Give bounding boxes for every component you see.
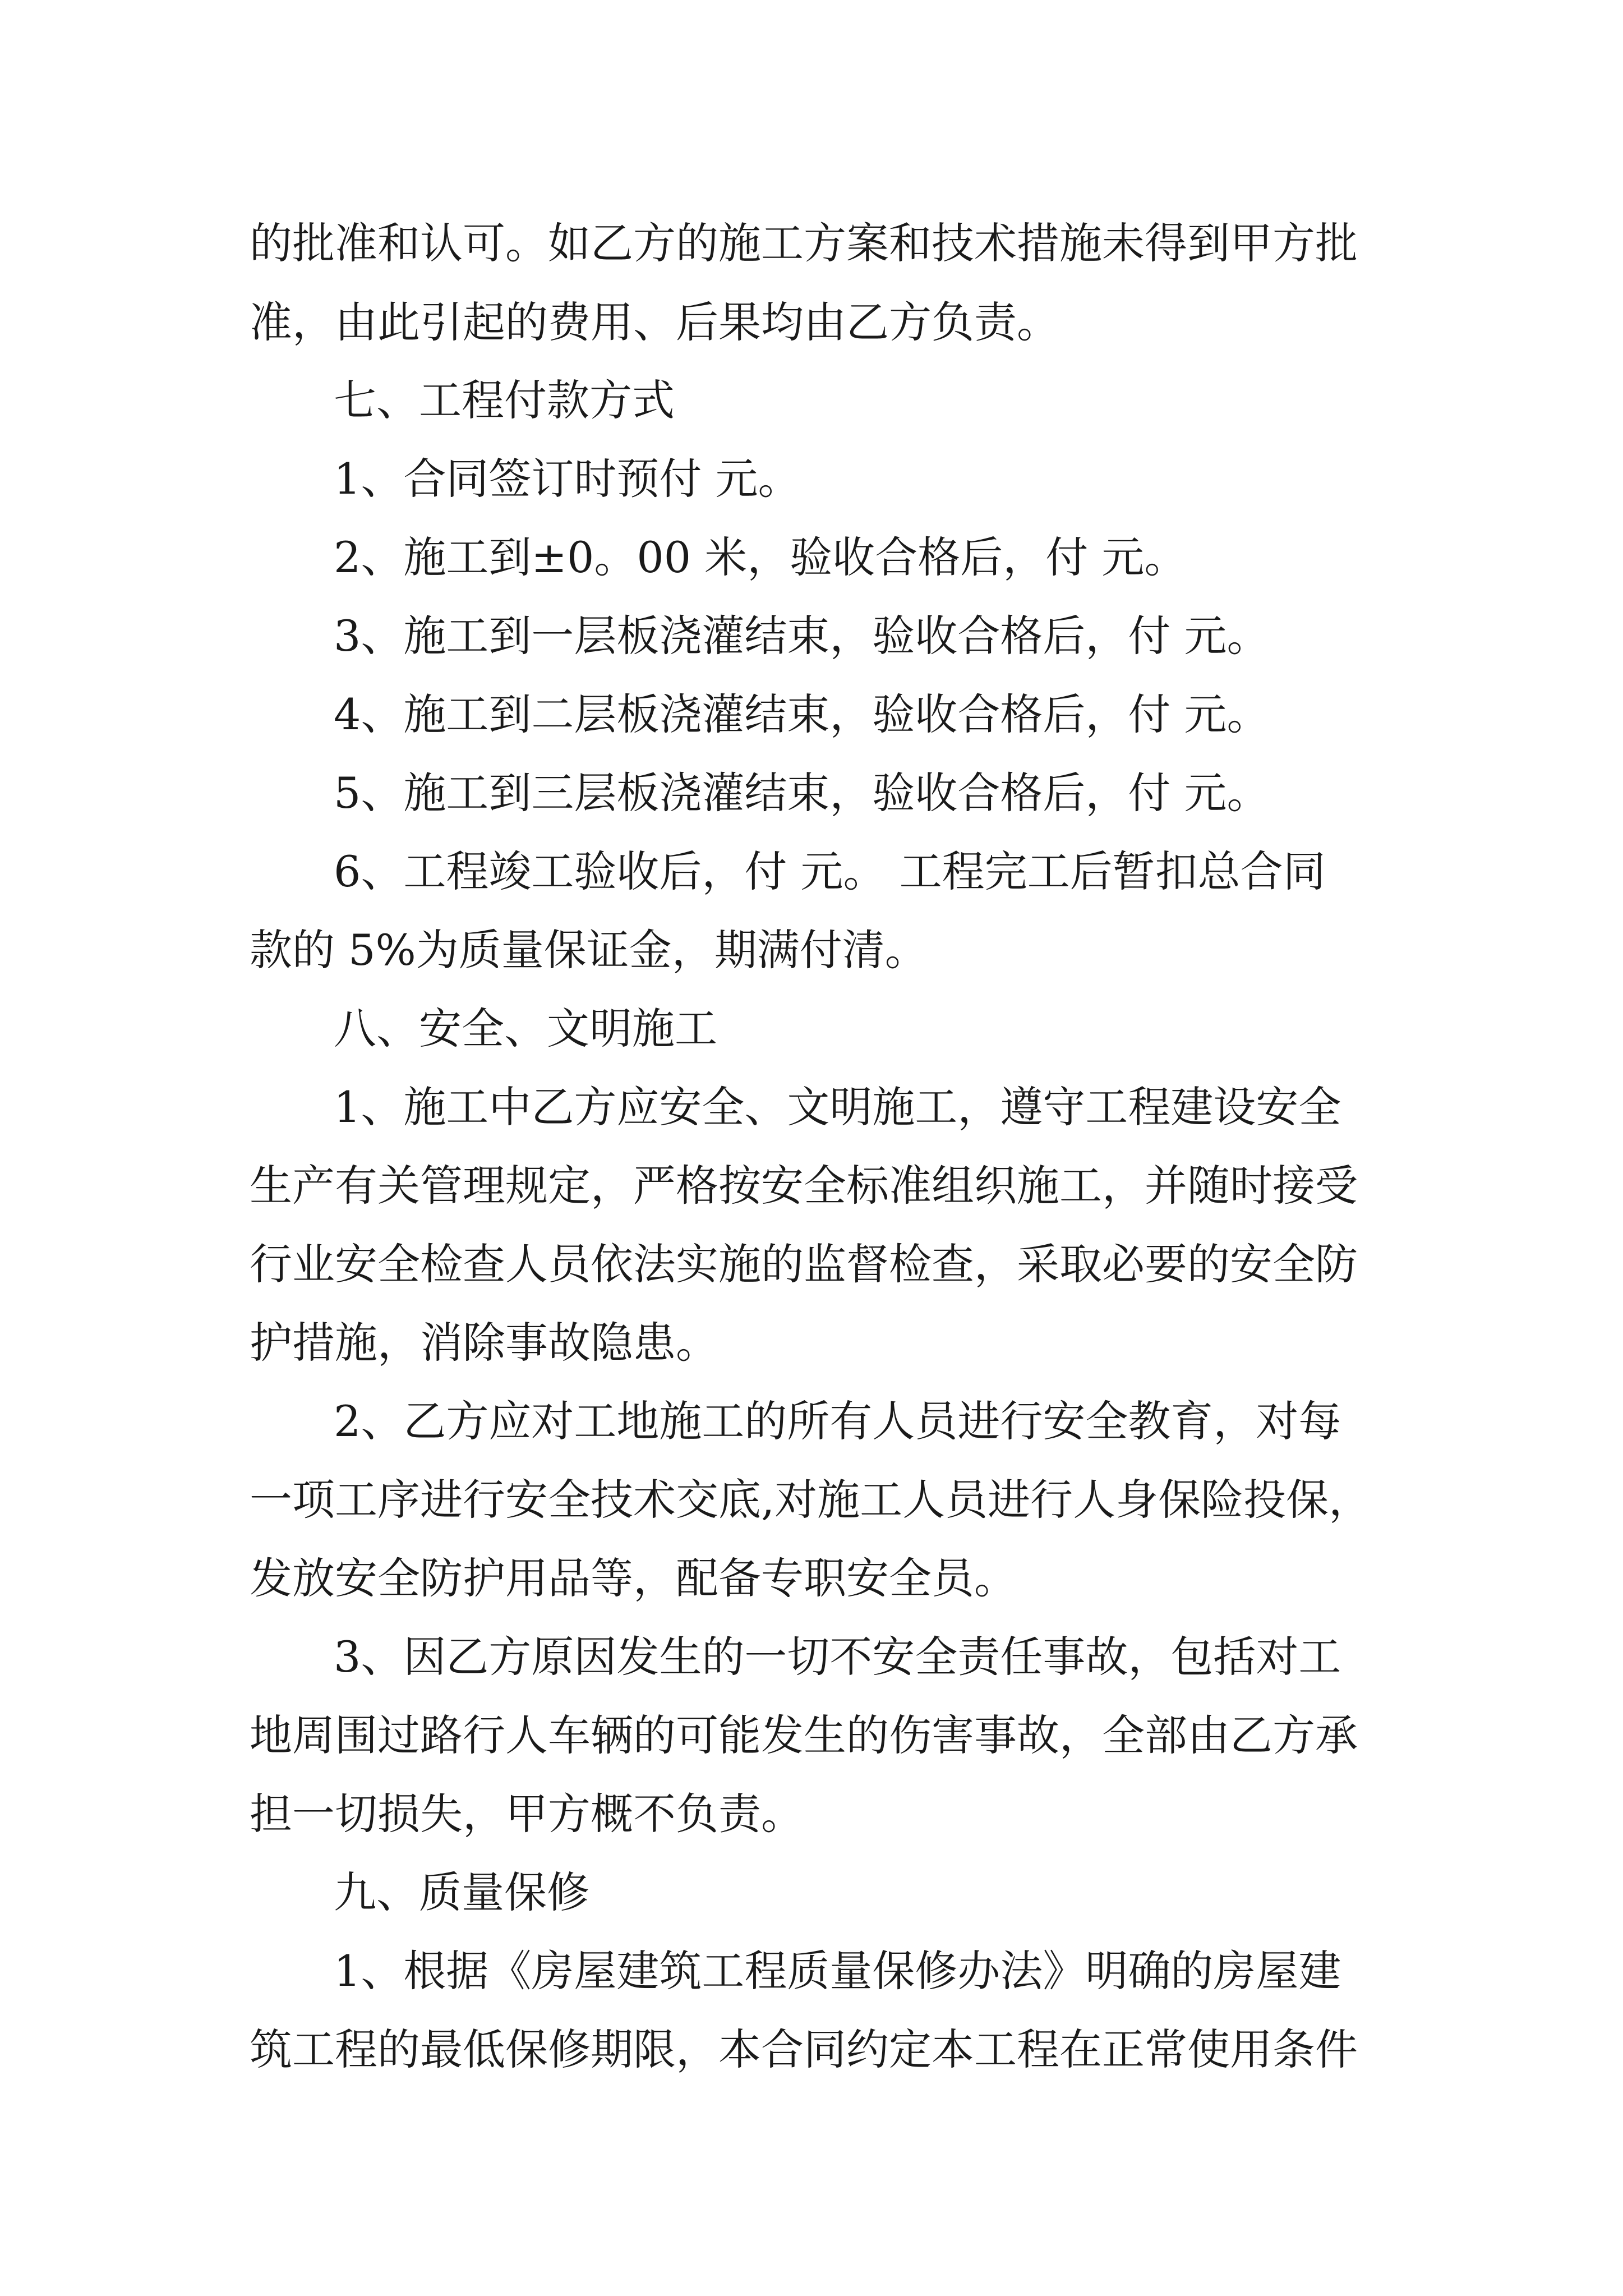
list-item: 2、施工到±0。00 米，验收合格后，付 元。: [334, 532, 1187, 582]
list-item: 1、施工中乙方应安全、文明施工，遵守工程建设安全: [334, 1082, 1341, 1132]
list-item: 4、施工到二层板浇灌结束，验收合格后，付 元。: [334, 689, 1270, 739]
list-item: 2、乙方应对工地施工的所有人员进行安全教育，对每: [334, 1396, 1341, 1446]
text-line: 行业安全检查人员依法实施的监督检查，采取必要的安全防: [250, 1239, 1358, 1289]
list-item: 3、施工到一层板浇灌结束，验收合格后，付 元。: [334, 611, 1270, 661]
text-line: 护措施，消除事故隐患。: [250, 1318, 718, 1368]
list-item: 1、根据《房屋建筑工程质量保修办法》明确的房屋建: [334, 1946, 1341, 1996]
list-item: 3、因乙方原因发生的一切不安全责任事故，包括对工: [334, 1632, 1341, 1682]
text-line: 地周围过路行人车辆的可能发生的伤害事故，全部由乙方承: [250, 1710, 1358, 1760]
text-line: 款的 5%为质量保证金，期满付清。: [250, 925, 928, 975]
section-heading: 九、质量保修: [334, 1867, 589, 1917]
list-item: 6、工程竣工验收后，付 元。 工程完工后暂扣总合同: [334, 846, 1326, 896]
text-line: 担一切损失，甲方概不负责。: [250, 1789, 804, 1839]
text-line: 的批准和认可。如乙方的施工方案和技术措施未得到甲方批: [250, 218, 1358, 268]
text-line: 筑工程的最低保修期限，本合同约定本工程在正常使用条件: [250, 2024, 1358, 2074]
text-line: 生产有关管理规定，严格按安全标准组织施工，并随时接受: [250, 1161, 1358, 1211]
text-line: 一项工序进行安全技术交底,对施工人员进行人身保险投保，: [250, 1475, 1372, 1525]
list-item: 5、施工到三层板浇灌结束，验收合格后，付 元。: [334, 768, 1270, 818]
list-item: 1、合同签订时预付 元。: [334, 454, 801, 504]
text-line: 发放安全防护用品等，配备专职安全员。: [250, 1553, 1017, 1603]
section-heading: 八、安全、文明施工: [334, 1004, 717, 1053]
section-heading: 七、工程付款方式: [334, 375, 675, 425]
text-line: 准，由此引起的费用、后果均由乙方负责。: [250, 297, 1059, 347]
